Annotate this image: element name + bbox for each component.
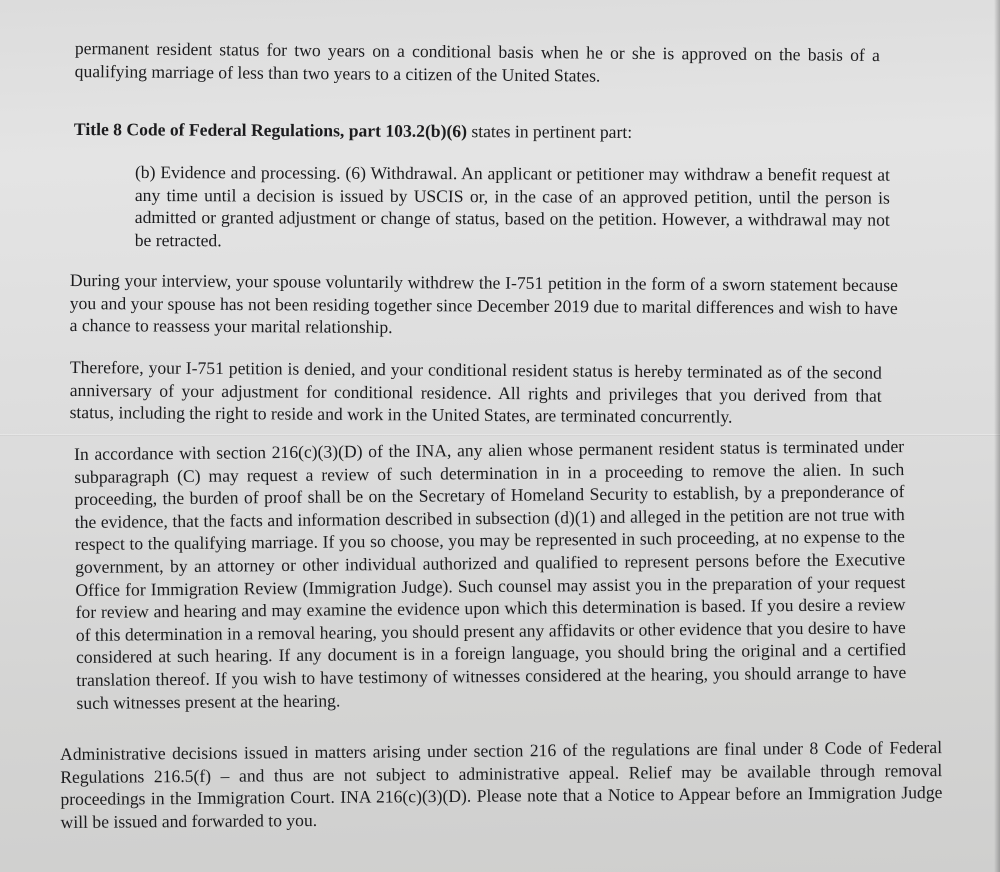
regulation-heading xyxy=(74,118,894,145)
review-paragraph: In accordance with section 216(c)(3)(D) of the INA, any alien whose permanent resident status is terminated under subparagraph (C) may request a review of such determination in in a proceeding to remove the alien. In such proceeding, the burden of proof shall be on the Secretary of Homeland Security to establish, by a preponderance of the evidence, that the facts and information described in subsection (d)(1) and alleged in the petition are not true with respect to the qualifying marriage. If you so choose, you may be represented in such proceeding, at no expense to the government, by an attorney or other individual authorized and qualified to represent persons before the Executive Office for Immigration Review (Immigration Judge). Such counsel may assist you in the preparation of your request for review and hearing and may examine the evidence upon which this determination is based. If you desire a review of this determination in a removal hearing, you should present any affidavits or other evidence that you desire to have considered at such hearing. If any document is in a foreign language, you should bring the original and a certified translation thereof. If you wish to have testimony of witnesses considered at the hearing, you should arrange to have such witnesses present at the hearing. xyxy=(74,436,907,713)
intro-paragraph: permanent resident status for two years on a conditional basis when he or she is approved on the basis of a qualifying marriage of less than two years to a citizen of the United States. xyxy=(74,37,880,86)
admin-paragraph: Administrative decisions issued in matters arising under section 216 of the regulations are final under 8 Code of Federal Regulations 216.5(f) – and thus are not subject to administrative appeal. Relief may be available through removal proceedings in the Immigration Court. INA 216(c)(3)(D). Please note that a Notice to Appear before an Immigration Judge will be issued and forwarded to you. xyxy=(60,737,943,832)
interview-paragraph: During your interview, your spouse voluntarily withdrew the I-751 petition in the form of a sworn statement because you and your spouse has not been residing together since December 2019 due to marital differences and wish to have a chance to reassess your marital relationship. xyxy=(69,269,898,338)
regulation-heading-bold: Title 8 Code of Federal Regulations, part 103.2(b)(6) xyxy=(73,118,468,142)
paper-edge-shadow xyxy=(994,0,1000,872)
regulation-quote: (b) Evidence and processing. (6) Withdrawal. An applicant or petitioner may withdraw a benefit request at any time until a decision is issued by USCIS or, in the case of an approved petition, until the person is admitted or granted adjustment or change of status, based on the petition. However, a withdrawal may not be retracted. xyxy=(134,162,890,251)
regulation-heading-rest: states in pertinent part: xyxy=(466,121,633,142)
decision-paragraph: Therefore, your I-751 petition is denied, and your conditional resident status is hereby terminated as of the second anniversary of your adjustment for conditional residence. All rights and privileges that you derived from that status, including the right to reside and work in the United States, are terminated concurrently. xyxy=(69,356,882,427)
